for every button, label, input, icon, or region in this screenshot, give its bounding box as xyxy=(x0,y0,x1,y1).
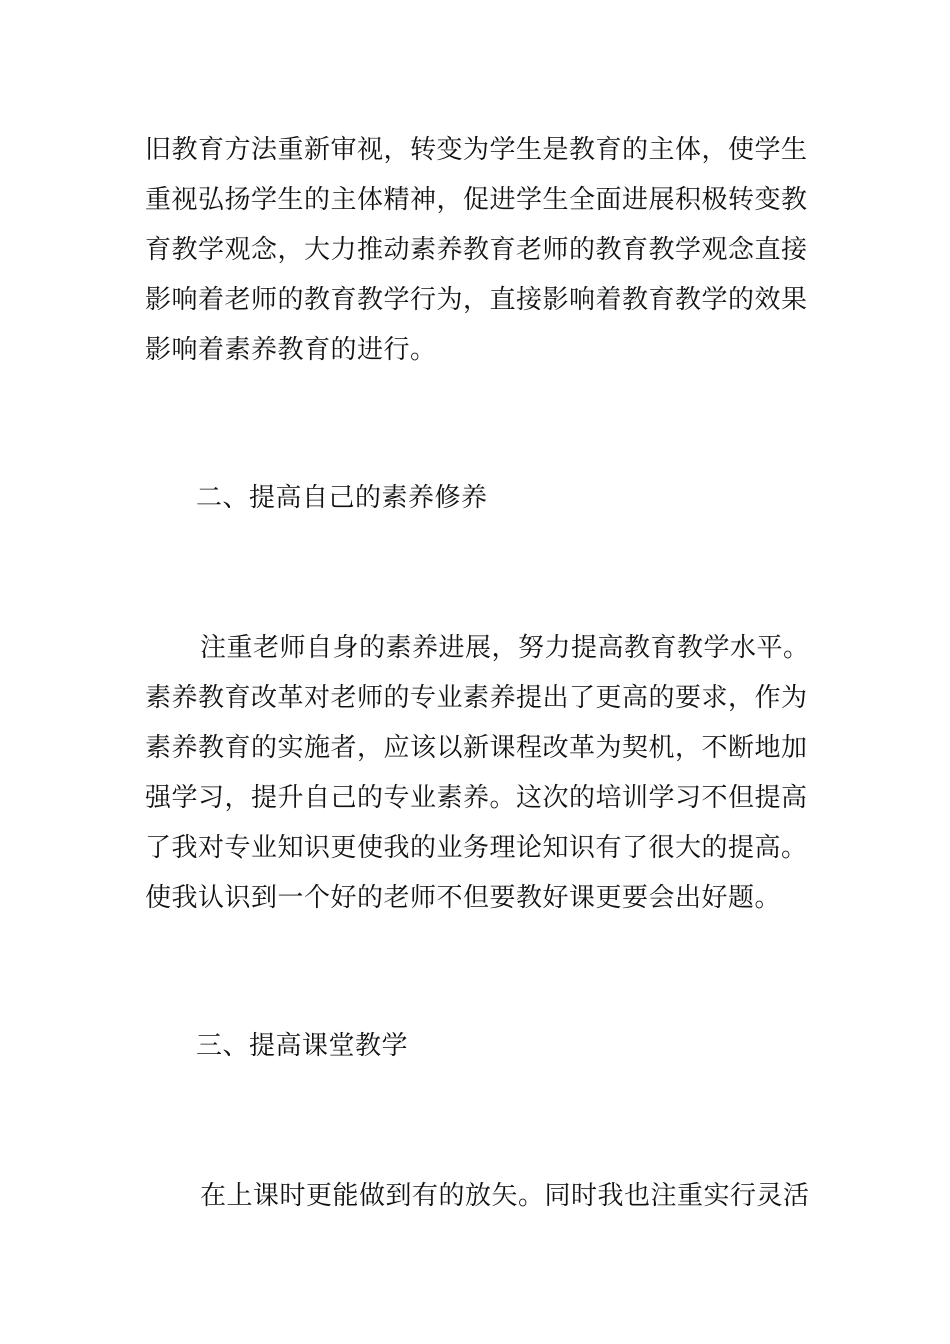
paragraph-2-line-3: 素养教育的实施者，应该以新课程改革为契机，不断地加 xyxy=(145,733,808,763)
paragraph-2-line-2: 素养教育改革对老师的专业素养提出了更高的要求，作为 xyxy=(145,683,808,713)
paragraph-2-line-6: 使我认识到一个好的老师不但要教好课更要会出好题。 xyxy=(145,883,782,913)
paragraph-2-line-4: 强学习，提升自己的专业素养。这次的培训学习不但提高 xyxy=(145,783,808,813)
paragraph-1-line-5: 影响着素养教育的进行。 xyxy=(145,335,437,365)
paragraph-1-line-1: 旧教育方法重新审视，转变为学生是教育的主体，使学生 xyxy=(145,135,808,165)
paragraph-1-line-2: 重视弘扬学生的主体精神，促进学生全面进展积极转变教 xyxy=(145,185,808,215)
paragraph-2-line-5: 了我对专业知识更使我的业务理论知识有了很大的提高。 xyxy=(145,833,808,863)
paragraph-2-line-1: 注重老师自身的素养进展，努力提高教育教学水平。 xyxy=(200,633,810,663)
section-heading-2: 二、提高自己的素养修养 xyxy=(196,483,488,513)
paragraph-1-line-3: 育教学观念，大力推动素养教育老师的教育教学观念直接 xyxy=(145,235,808,265)
section-heading-3: 三、提高课堂教学 xyxy=(196,1031,409,1061)
paragraph-3-line-1: 在上课时更能做到有的放矢。同时我也注重实行灵活 xyxy=(200,1181,810,1211)
paragraph-1-line-4: 影响着老师的教育教学行为，直接影响着教育教学的效果 xyxy=(145,285,808,315)
